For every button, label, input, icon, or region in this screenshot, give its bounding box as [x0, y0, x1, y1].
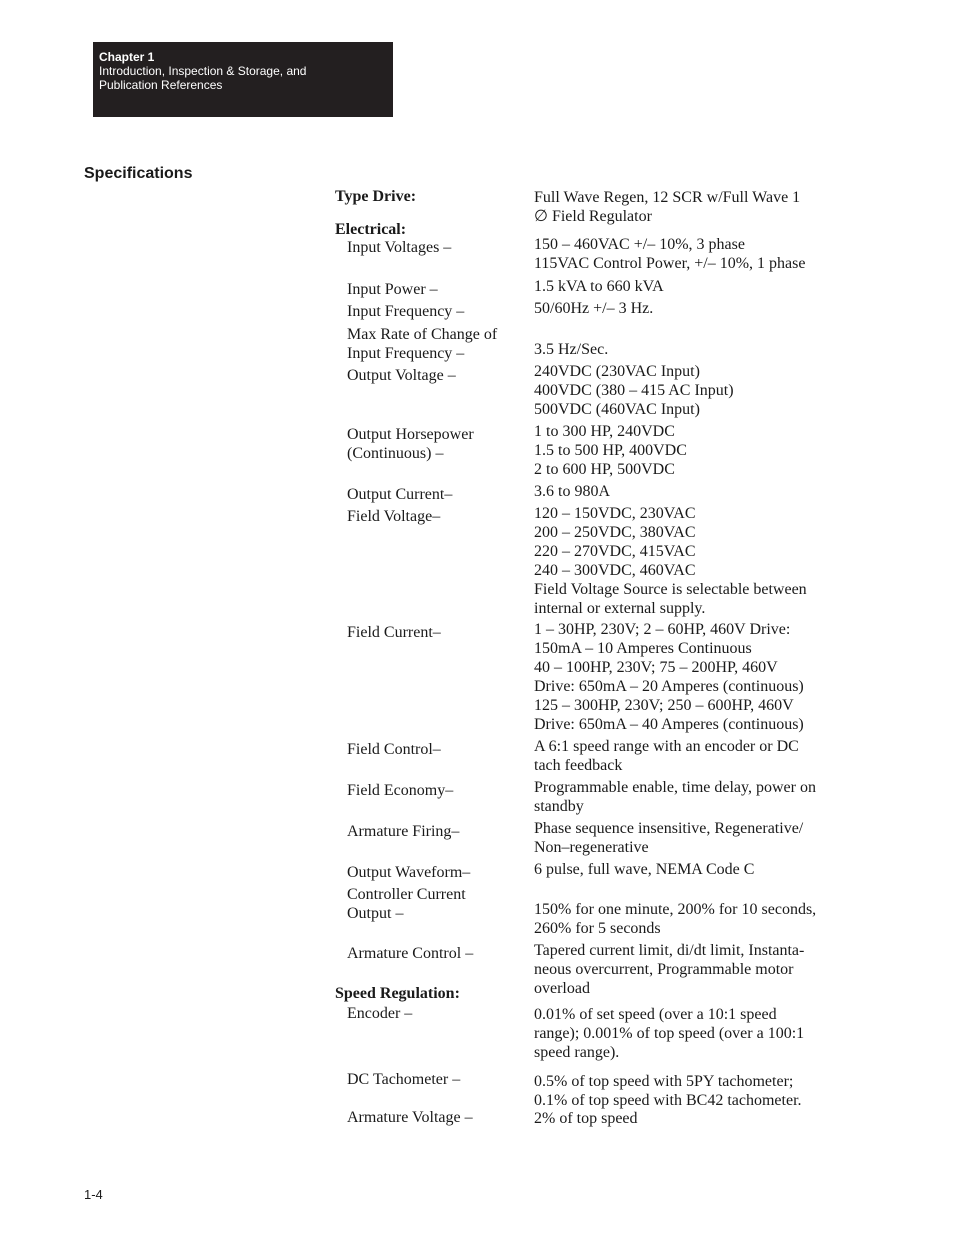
type-drive-value: Full Wave Regen, 12 SCR w/Full Wave 1 ∅ Field Regulator [534, 189, 801, 225]
input-frequency-value: 50/60Hz +/– 3 Hz. [534, 300, 654, 317]
armature-firing-label: Armature Firing– [347, 823, 460, 840]
input-voltages-label: Input Voltages – [347, 239, 452, 256]
field-voltage-value: 120 – 150VDC, 230VAC 200 – 250VDC, 380VAC 220 – 270VDC, 415VAC 240 – 300VDC, 460VAC Field Voltage Source is selectable between internal or external supply. [534, 505, 807, 617]
output-current-value: 3.6 to 980A [534, 483, 610, 500]
output-waveform-label: Output Waveform– [347, 864, 471, 881]
chapter-title-line2: Publication References [99, 78, 223, 92]
encoder-label: Encoder – [347, 1005, 413, 1022]
chapter-title-line1: Introduction, Inspection & Storage, and [99, 64, 307, 78]
output-voltage-label: Output Voltage – [347, 367, 456, 384]
encoder-value: 0.01% of set speed (over a 10:1 speed range); 0.001% of top speed (over a 100:1 speed range). [534, 1006, 805, 1061]
armature-voltage-value: 2% of top speed [534, 1110, 638, 1127]
output-horsepower-value: 1 to 300 HP, 240VDC 1.5 to 500 HP, 400VDC 2 to 600 HP, 500VDC [534, 423, 687, 478]
armature-firing-value: Phase sequence insensitive, Regenerative/ Non–regenerative [534, 820, 804, 856]
field-economy-value: Programmable enable, time delay, power on standby [534, 779, 816, 815]
speed-regulation-heading: Speed Regulation: [335, 985, 460, 1002]
field-current-value: 1 – 30HP, 230V; 2 – 60HP, 460V Drive: 150mA – 10 Amperes Continuous 40 – 100HP, 230V; 75 – 200HP, 460V Drive: 650mA – 20 Amperes (continuous) 125 – 300HP, 230V; 250 – 600HP, 460V Drive: 650mA – 40 Amperes (continuous) [534, 621, 804, 733]
field-voltage-label: Field Voltage– [347, 508, 441, 525]
input-voltages-value: 150 – 460VAC +/– 10%, 3 phase 115VAC Control Power, +/– 10%, 1 phase [534, 236, 806, 272]
input-frequency-label: Input Frequency – [347, 303, 465, 320]
armature-control-value: Tapered current limit, di/dt limit, Instanta- neous overcurrent, Programmable motor overload [534, 942, 805, 997]
armature-control-label: Armature Control – [347, 945, 474, 962]
input-power-label: Input Power – [347, 281, 438, 298]
dc-tachometer-label: DC Tachometer – [347, 1071, 461, 1088]
output-current-label: Output Current– [347, 486, 453, 503]
chapter-number: Chapter 1 [99, 50, 155, 64]
max-rate-label: Max Rate of Change of Input Frequency – [347, 326, 498, 362]
armature-voltage-label: Armature Voltage – [347, 1109, 473, 1126]
output-horsepower-label: Output Horsepower (Continuous) – [347, 426, 474, 462]
max-rate-value: 3.5 Hz/Sec. [534, 341, 609, 358]
page-number: 1-4 [84, 1187, 103, 1202]
input-power-value: 1.5 kVA to 660 kVA [534, 278, 664, 295]
electrical-heading: Electrical: [335, 221, 407, 238]
field-economy-label: Field Economy– [347, 782, 454, 799]
field-current-label: Field Current– [347, 624, 441, 641]
dc-tachometer-value: 0.5% of top speed with 5PY tachometer; 0.1% of top speed with BC42 tachometer. [534, 1073, 802, 1109]
controller-current-value: 150% for one minute, 200% for 10 seconds, 260% for 5 seconds [534, 901, 817, 937]
type-drive-label: Type Drive: [335, 188, 417, 205]
output-waveform-value: 6 pulse, full wave, NEMA Code C [534, 861, 755, 878]
section-title: Specifications [84, 165, 193, 182]
field-control-label: Field Control– [347, 741, 441, 758]
controller-current-label: Controller Current Output – [347, 886, 466, 922]
field-control-value: A 6:1 speed range with an encoder or DC tach feedback [534, 738, 799, 774]
output-voltage-value: 240VDC (230VAC Input) 400VDC (380 – 415 AC Input) 500VDC (460VAC Input) [534, 363, 734, 418]
chapter-header [93, 42, 393, 117]
